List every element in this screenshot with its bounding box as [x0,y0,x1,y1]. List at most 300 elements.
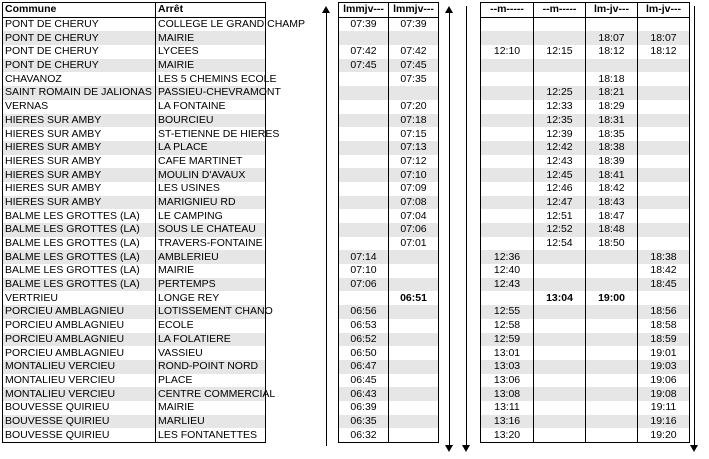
time-cell [534,319,586,333]
time-cell [389,346,439,360]
commune-cell: SAINT ROMAIN DE JALIONAS [3,86,156,100]
arret-cell: SOUS LE CHATEAU [156,223,266,237]
commune-cell: MONTALIEU VERCIEU [3,387,156,401]
commune-cell: MONTALIEU VERCIEU [3,374,156,388]
time-cell: 18:18 [586,72,638,86]
time-cell: 19:11 [638,401,690,415]
arret-cell: MAIRIE [156,31,266,45]
midday-time-row [481,223,690,237]
time-cell [389,86,439,100]
time-cell [339,127,389,141]
arret-cell: PASSIEU-CHEVRAMONT [156,86,266,100]
time-cell: 18:58 [638,319,690,333]
time-cell: 06:39 [339,401,389,415]
time-cell: 18:31 [586,114,638,128]
time-cell: 13:06 [481,374,534,388]
time-cell: 12:15 [534,45,586,59]
time-cell [534,31,586,45]
commune-cell: MONTALIEU VERCIEU [3,360,156,374]
stop-row [3,182,266,196]
commune-cell: HIERES SUR AMBY [3,155,156,169]
time-cell [481,155,534,169]
midday-time-row [481,141,690,155]
header-t3-col2: --m----- [534,3,586,18]
time-cell: 12:47 [534,196,586,210]
midday-time-row [481,45,690,59]
stop-row [3,278,266,292]
time-cell [339,100,389,114]
time-cell: 07:39 [389,17,439,31]
up-down-arrow-icon [445,6,455,452]
time-cell [339,182,389,196]
arret-cell: LA FOLATIERE [156,333,266,347]
time-cell: 12:35 [534,114,586,128]
arret-cell: ST-ETIENNE DE HIERES [156,127,266,141]
time-cell: 18:38 [638,250,690,264]
time-cell: 07:18 [389,114,439,128]
arret-cell: PERTEMPS [156,278,266,292]
time-cell [638,141,690,155]
morning-time-row [339,333,439,347]
morning-time-row [339,45,439,59]
morning-time-row [339,155,439,169]
midday-time-row [481,428,690,442]
time-cell [339,237,389,251]
time-cell [389,415,439,429]
morning-time-row [339,31,439,45]
commune-cell: HIERES SUR AMBY [3,182,156,196]
midday-time-row [481,31,690,45]
arret-cell: LE CAMPING [156,209,266,223]
time-cell: 13:11 [481,401,534,415]
stop-row [3,387,266,401]
time-cell: 12:51 [534,209,586,223]
arret-cell: CENTRE COMMERCIAL [156,387,266,401]
header-t3-col4: lm-jv--- [638,3,690,18]
arret-cell: BOURCIEU [156,114,266,128]
stop-row [3,360,266,374]
stop-row [3,346,266,360]
down-arrow-icon [462,6,472,452]
time-cell: 07:42 [389,45,439,59]
time-cell: 07:10 [389,168,439,182]
commune-cell: HIERES SUR AMBY [3,114,156,128]
morning-time-row [339,319,439,333]
time-cell [339,209,389,223]
time-cell: 13:04 [534,291,586,305]
time-cell: 12:33 [534,100,586,114]
midday-evening-times-table [480,2,690,443]
time-cell: 12:25 [534,86,586,100]
stop-row [3,141,266,155]
time-cell [389,374,439,388]
time-cell [586,264,638,278]
time-cell [481,237,534,251]
time-cell [389,31,439,45]
midday-time-row [481,196,690,210]
stop-row [3,237,266,251]
time-cell [534,72,586,86]
midday-time-row [481,278,690,292]
time-cell: 06:43 [339,387,389,401]
time-cell [339,155,389,169]
morning-time-row [339,305,439,319]
time-cell: 06:51 [389,291,439,305]
up-arrow-icon [322,6,332,452]
commune-cell: PONT DE CHERUY [3,31,156,45]
time-cell [481,127,534,141]
stops-header-row [3,3,266,18]
time-cell [534,387,586,401]
arret-cell: MARLIEU [156,415,266,429]
time-cell: 12:10 [481,45,534,59]
arret-cell: MAIRIE [156,264,266,278]
commune-cell: PORCIEU AMBLAGNIEU [3,346,156,360]
stop-row [3,168,266,182]
time-cell: 07:09 [389,182,439,196]
stop-row [3,114,266,128]
time-cell: 18:50 [586,237,638,251]
time-cell [534,415,586,429]
morning-time-row [339,415,439,429]
time-cell [586,360,638,374]
time-cell: 07:04 [389,209,439,223]
time-cell [534,401,586,415]
commune-cell: BOUVESSE QUIRIEU [3,415,156,429]
time-cell [534,17,586,31]
time-cell [481,31,534,45]
midday-time-row [481,319,690,333]
header-arret: Arrêt [156,3,266,18]
commune-cell: VERTRIEU [3,291,156,305]
time-cell [586,346,638,360]
time-cell [389,428,439,442]
time-cell: 12:46 [534,182,586,196]
commune-cell: PONT DE CHERUY [3,45,156,59]
commune-cell: BALME LES GROTTES (LA) [3,278,156,292]
time-cell: 07:39 [339,17,389,31]
time-cell [638,86,690,100]
time-cell: 13:20 [481,428,534,442]
arret-cell: LYCEES [156,45,266,59]
arret-cell: COLLEGE LE GRAND CHAMP [156,17,266,31]
commune-cell: PORCIEU AMBLAGNIEU [3,305,156,319]
time-cell [534,346,586,360]
morning-time-row [339,250,439,264]
time-cell: 07:42 [339,45,389,59]
arret-cell: LA PLACE [156,141,266,155]
time-cell [339,291,389,305]
time-cell [389,333,439,347]
arret-cell: PLACE [156,374,266,388]
time-cell [481,182,534,196]
arret-cell: LONGE REY [156,291,266,305]
header-t2-col1: lmmjv--- [339,3,389,18]
morning-time-row [339,196,439,210]
time-cell [586,59,638,73]
time-cell [638,59,690,73]
morning-time-row [339,360,439,374]
time-cell: 18:43 [586,196,638,210]
stop-row [3,428,266,442]
morning-header-row [339,3,439,18]
time-cell: 07:45 [389,59,439,73]
time-cell: 13:08 [481,387,534,401]
time-cell [586,401,638,415]
time-cell [481,114,534,128]
morning-time-row [339,72,439,86]
midday-time-row [481,346,690,360]
time-cell: 18:29 [586,100,638,114]
time-cell [389,319,439,333]
stop-row [3,250,266,264]
time-cell: 18:42 [638,264,690,278]
midday-time-row [481,17,690,31]
time-cell: 18:56 [638,305,690,319]
arret-cell: CAFE MARTINET [156,155,266,169]
midday-time-row [481,250,690,264]
midday-time-row [481,168,690,182]
morning-time-row [339,401,439,415]
time-cell: 18:07 [586,31,638,45]
time-cell: 07:01 [389,237,439,251]
time-cell [534,278,586,292]
midday-time-row [481,360,690,374]
time-cell: 07:45 [339,59,389,73]
stop-row [3,72,266,86]
time-cell: 12:42 [534,141,586,155]
time-cell [389,387,439,401]
time-cell [638,17,690,31]
commune-cell: VERNAS [3,100,156,114]
time-cell: 18:35 [586,127,638,141]
morning-time-row [339,168,439,182]
stop-row [3,100,266,114]
stop-row [3,319,266,333]
stop-row [3,17,266,31]
commune-cell: PORCIEU AMBLAGNIEU [3,333,156,347]
arret-cell: TRAVERS-FONTAINE [156,237,266,251]
time-cell: 12:59 [481,333,534,347]
time-cell [481,100,534,114]
stop-row [3,415,266,429]
time-cell: 06:56 [339,305,389,319]
time-cell [389,264,439,278]
time-cell [481,209,534,223]
arret-cell: LA FONTAINE [156,100,266,114]
morning-time-row [339,114,439,128]
morning-time-row [339,182,439,196]
stop-row [3,264,266,278]
morning-time-row [339,86,439,100]
commune-cell: HIERES SUR AMBY [3,141,156,155]
time-cell: 12:55 [481,305,534,319]
arret-cell: LES USINES [156,182,266,196]
arret-cell: LES FONTANETTES [156,428,266,442]
morning-time-row [339,127,439,141]
midday-time-row [481,401,690,415]
time-cell: 18:21 [586,86,638,100]
arret-cell: ECOLE [156,319,266,333]
midday-time-row [481,333,690,347]
time-cell: 07:14 [339,250,389,264]
stop-row [3,86,266,100]
midday-time-row [481,155,690,169]
time-cell: 06:35 [339,415,389,429]
time-cell: 07:06 [339,278,389,292]
time-cell [339,196,389,210]
time-cell [534,333,586,347]
commune-cell: BALME LES GROTTES (LA) [3,264,156,278]
time-cell: 18:12 [638,45,690,59]
arret-cell: MAIRIE [156,401,266,415]
stop-row [3,31,266,45]
stop-row [3,291,266,305]
time-cell: 18:59 [638,333,690,347]
time-cell [481,196,534,210]
time-cell: 19:20 [638,428,690,442]
time-cell: 12:36 [481,250,534,264]
time-cell [339,168,389,182]
time-cell [534,305,586,319]
time-cell [389,401,439,415]
time-cell: 06:52 [339,333,389,347]
commune-cell: HIERES SUR AMBY [3,127,156,141]
morning-time-row [339,17,439,31]
morning-time-row [339,264,439,278]
time-cell [481,86,534,100]
time-cell [534,374,586,388]
midday-time-row [481,415,690,429]
down-arrow-icon [690,6,700,452]
morning-time-row [339,100,439,114]
time-cell: 07:13 [389,141,439,155]
time-cell: 13:03 [481,360,534,374]
time-cell [534,428,586,442]
time-cell [534,250,586,264]
time-cell [534,360,586,374]
midday-time-row [481,264,690,278]
commune-cell: BOUVESSE QUIRIEU [3,428,156,442]
morning-time-row [339,223,439,237]
time-cell [638,100,690,114]
time-cell [339,31,389,45]
time-cell [339,72,389,86]
time-cell [481,59,534,73]
time-cell: 12:43 [534,155,586,169]
time-cell: 13:16 [481,415,534,429]
time-cell [481,223,534,237]
stop-row [3,209,266,223]
time-cell [586,387,638,401]
time-cell [389,360,439,374]
time-cell: 18:39 [586,155,638,169]
time-cell [481,72,534,86]
time-cell: 06:50 [339,346,389,360]
midday-time-row [481,114,690,128]
time-cell: 12:43 [481,278,534,292]
morning-time-row [339,387,439,401]
midday-time-row [481,182,690,196]
time-cell [638,291,690,305]
stop-row [3,127,266,141]
time-cell [638,237,690,251]
morning-time-row [339,346,439,360]
time-cell [638,155,690,169]
time-cell: 19:16 [638,415,690,429]
time-cell [481,17,534,31]
time-cell [586,305,638,319]
header-commune: Commune [3,3,156,18]
time-cell [389,250,439,264]
commune-cell: BALME LES GROTTES (LA) [3,223,156,237]
midday-header-row [481,3,690,18]
time-cell [586,374,638,388]
arret-cell: LES 5 CHEMINS ECOLE [156,72,266,86]
morning-time-row [339,428,439,442]
time-cell [481,168,534,182]
arret-cell: AMBLERIEU [156,250,266,264]
time-cell [339,86,389,100]
time-cell [638,127,690,141]
commune-cell: HIERES SUR AMBY [3,196,156,210]
midday-time-row [481,127,690,141]
time-cell: 19:00 [586,291,638,305]
midday-time-row [481,209,690,223]
time-cell [586,319,638,333]
time-cell: 18:42 [586,182,638,196]
morning-time-row [339,59,439,73]
time-cell [339,141,389,155]
time-cell [586,333,638,347]
time-cell: 07:08 [389,196,439,210]
arret-cell: VASSIEU [156,346,266,360]
time-cell [638,223,690,237]
time-cell: 12:52 [534,223,586,237]
stops-table [2,2,306,443]
time-cell: 18:38 [586,141,638,155]
morning-times-table [338,2,439,443]
stop-row [3,196,266,210]
arret-cell: MARIGNIEU RD [156,196,266,210]
time-cell [534,59,586,73]
time-cell: 06:45 [339,374,389,388]
morning-time-row [339,374,439,388]
midday-time-row [481,387,690,401]
morning-time-row [339,141,439,155]
stop-row [3,155,266,169]
header-t3-col3: lm-jv--- [586,3,638,18]
time-cell [339,114,389,128]
time-cell: 19:06 [638,374,690,388]
time-cell: 18:45 [638,278,690,292]
commune-cell: CHAVANOZ [3,72,156,86]
time-cell: 06:47 [339,360,389,374]
time-cell: 07:12 [389,155,439,169]
morning-time-row [339,209,439,223]
time-cell: 12:58 [481,319,534,333]
commune-cell: HIERES SUR AMBY [3,168,156,182]
midday-time-row [481,86,690,100]
time-cell: 19:03 [638,360,690,374]
midday-time-row [481,291,690,305]
time-cell [638,196,690,210]
time-cell: 18:12 [586,45,638,59]
time-cell [638,168,690,182]
arret-cell: LOTISSEMENT CHANO [156,305,266,319]
commune-cell: BALME LES GROTTES (LA) [3,209,156,223]
time-cell: 06:53 [339,319,389,333]
